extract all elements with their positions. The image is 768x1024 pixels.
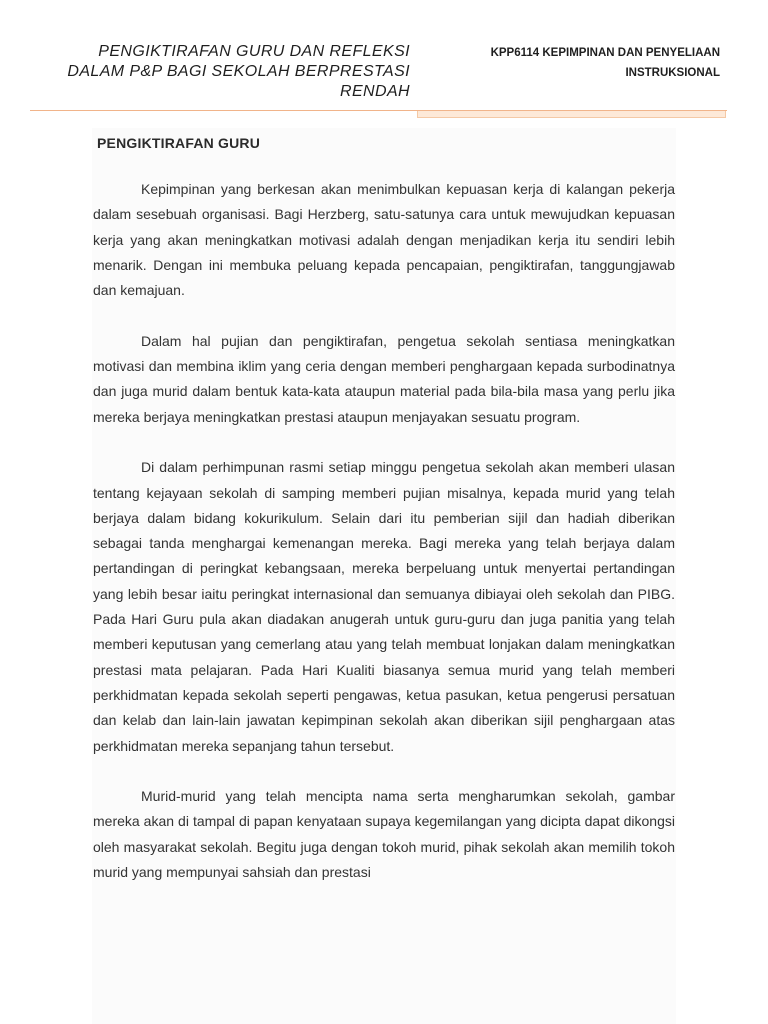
body-paragraph: Di dalam perhimpunan rasmi setiap minggu pengetua sekolah akan memberi ulasan tentang kejayaan sekolah di samping memberi pujian misalnya, kepada murid yang telah berjaya dalam bidang kokurikulum. Selain dari itu pemberian sijil dan hadiah diberikan sebagai tanda menghargai kemenangan mereka. Bagi mereka yang telah berjaya dalam pertandingan di peringkat kebangsaan, mereka berpeluang untuk menyertai pertandingan yang lebih besar iaitu peringkat internasional dan semuanya dibiayai oleh sekolah dan PIBG. Pada Hari Guru pula akan diadakan anugerah untuk guru-guru dan juga panitia yang telah memberi keputusan yang cemerlang atau yang telah membuat lonjakan dalam meningkatkan prestasi mata pelajaran. Pada Hari Kualiti biasanya semua murid yang telah memberi perkhidmatan kepada sekolah seperti pengawas, ketua pasukan, ketua pengerusi persatuan dan kelab dan lain-lain jawatan kepimpinan sekolah akan diberikan sijil penghargaan atas perkhidmatan mereka sepanjang tahun tersebut. — [93, 459, 675, 754]
document-title-line: RENDAH — [340, 83, 410, 100]
body-paragraph: Kepimpinan yang berkesan akan menimbulkan kepuasan kerja di kalangan pekerja dalam sesebuah organisasi. Bagi Herzberg, satu-satunya cara untuk mewujudkan kepuasan kerja yang akan meningkatkan motivasi adalah dengan menjadikan kerja itu sendiri lebih menarik. Dengan ini membuka peluang kepada pencapaian, pengiktirafan, tanggungjawab dan kemajuan. — [93, 181, 675, 299]
course-title-line: KPP6114 KEPIMPINAN DAN PENYELIAAN — [490, 47, 720, 59]
body-paragraph: Murid-murid yang telah mencipta nama serta mengharumkan sekolah, gambar mereka akan di tampal di papan kenyataan supaya kegemilangan yang dicipta dapat dikongsi oleh masyarakat sekolah. Begitu juga dengan tokoh murid, pihak sekolah akan memilih tokoh murid yang mempunyai sahsiah dan prestasi — [93, 788, 675, 881]
document-title-line: DALAM P&P BAGI SEKOLAH BERPRESTASI — [67, 63, 410, 80]
body-paragraph: Dalam hal pujian dan pengiktirafan, pengetua sekolah sentiasa meningkatkan motivasi dan membina iklim yang ceria dengan memberi penghargaan kepada surbodinatnya dan juga murid dalam bentuk kata-kata ataupun material pada bila-bila masa yang perlu jika mereka berjaya meningkatkan prestasi ataupun menjayakan sesuatu program. — [93, 332, 675, 425]
section-body — [93, 177, 675, 911]
header-accent-bar — [417, 111, 726, 118]
course-title-line: INSTRUKSIONAL — [625, 67, 720, 79]
section-heading: PENGIKTIRAFAN GURU — [97, 135, 261, 151]
document-title — [30, 42, 410, 102]
document-title-line: PENGIKTIRAFAN GURU DAN REFLEKSI — [98, 43, 410, 60]
course-title — [440, 43, 720, 83]
